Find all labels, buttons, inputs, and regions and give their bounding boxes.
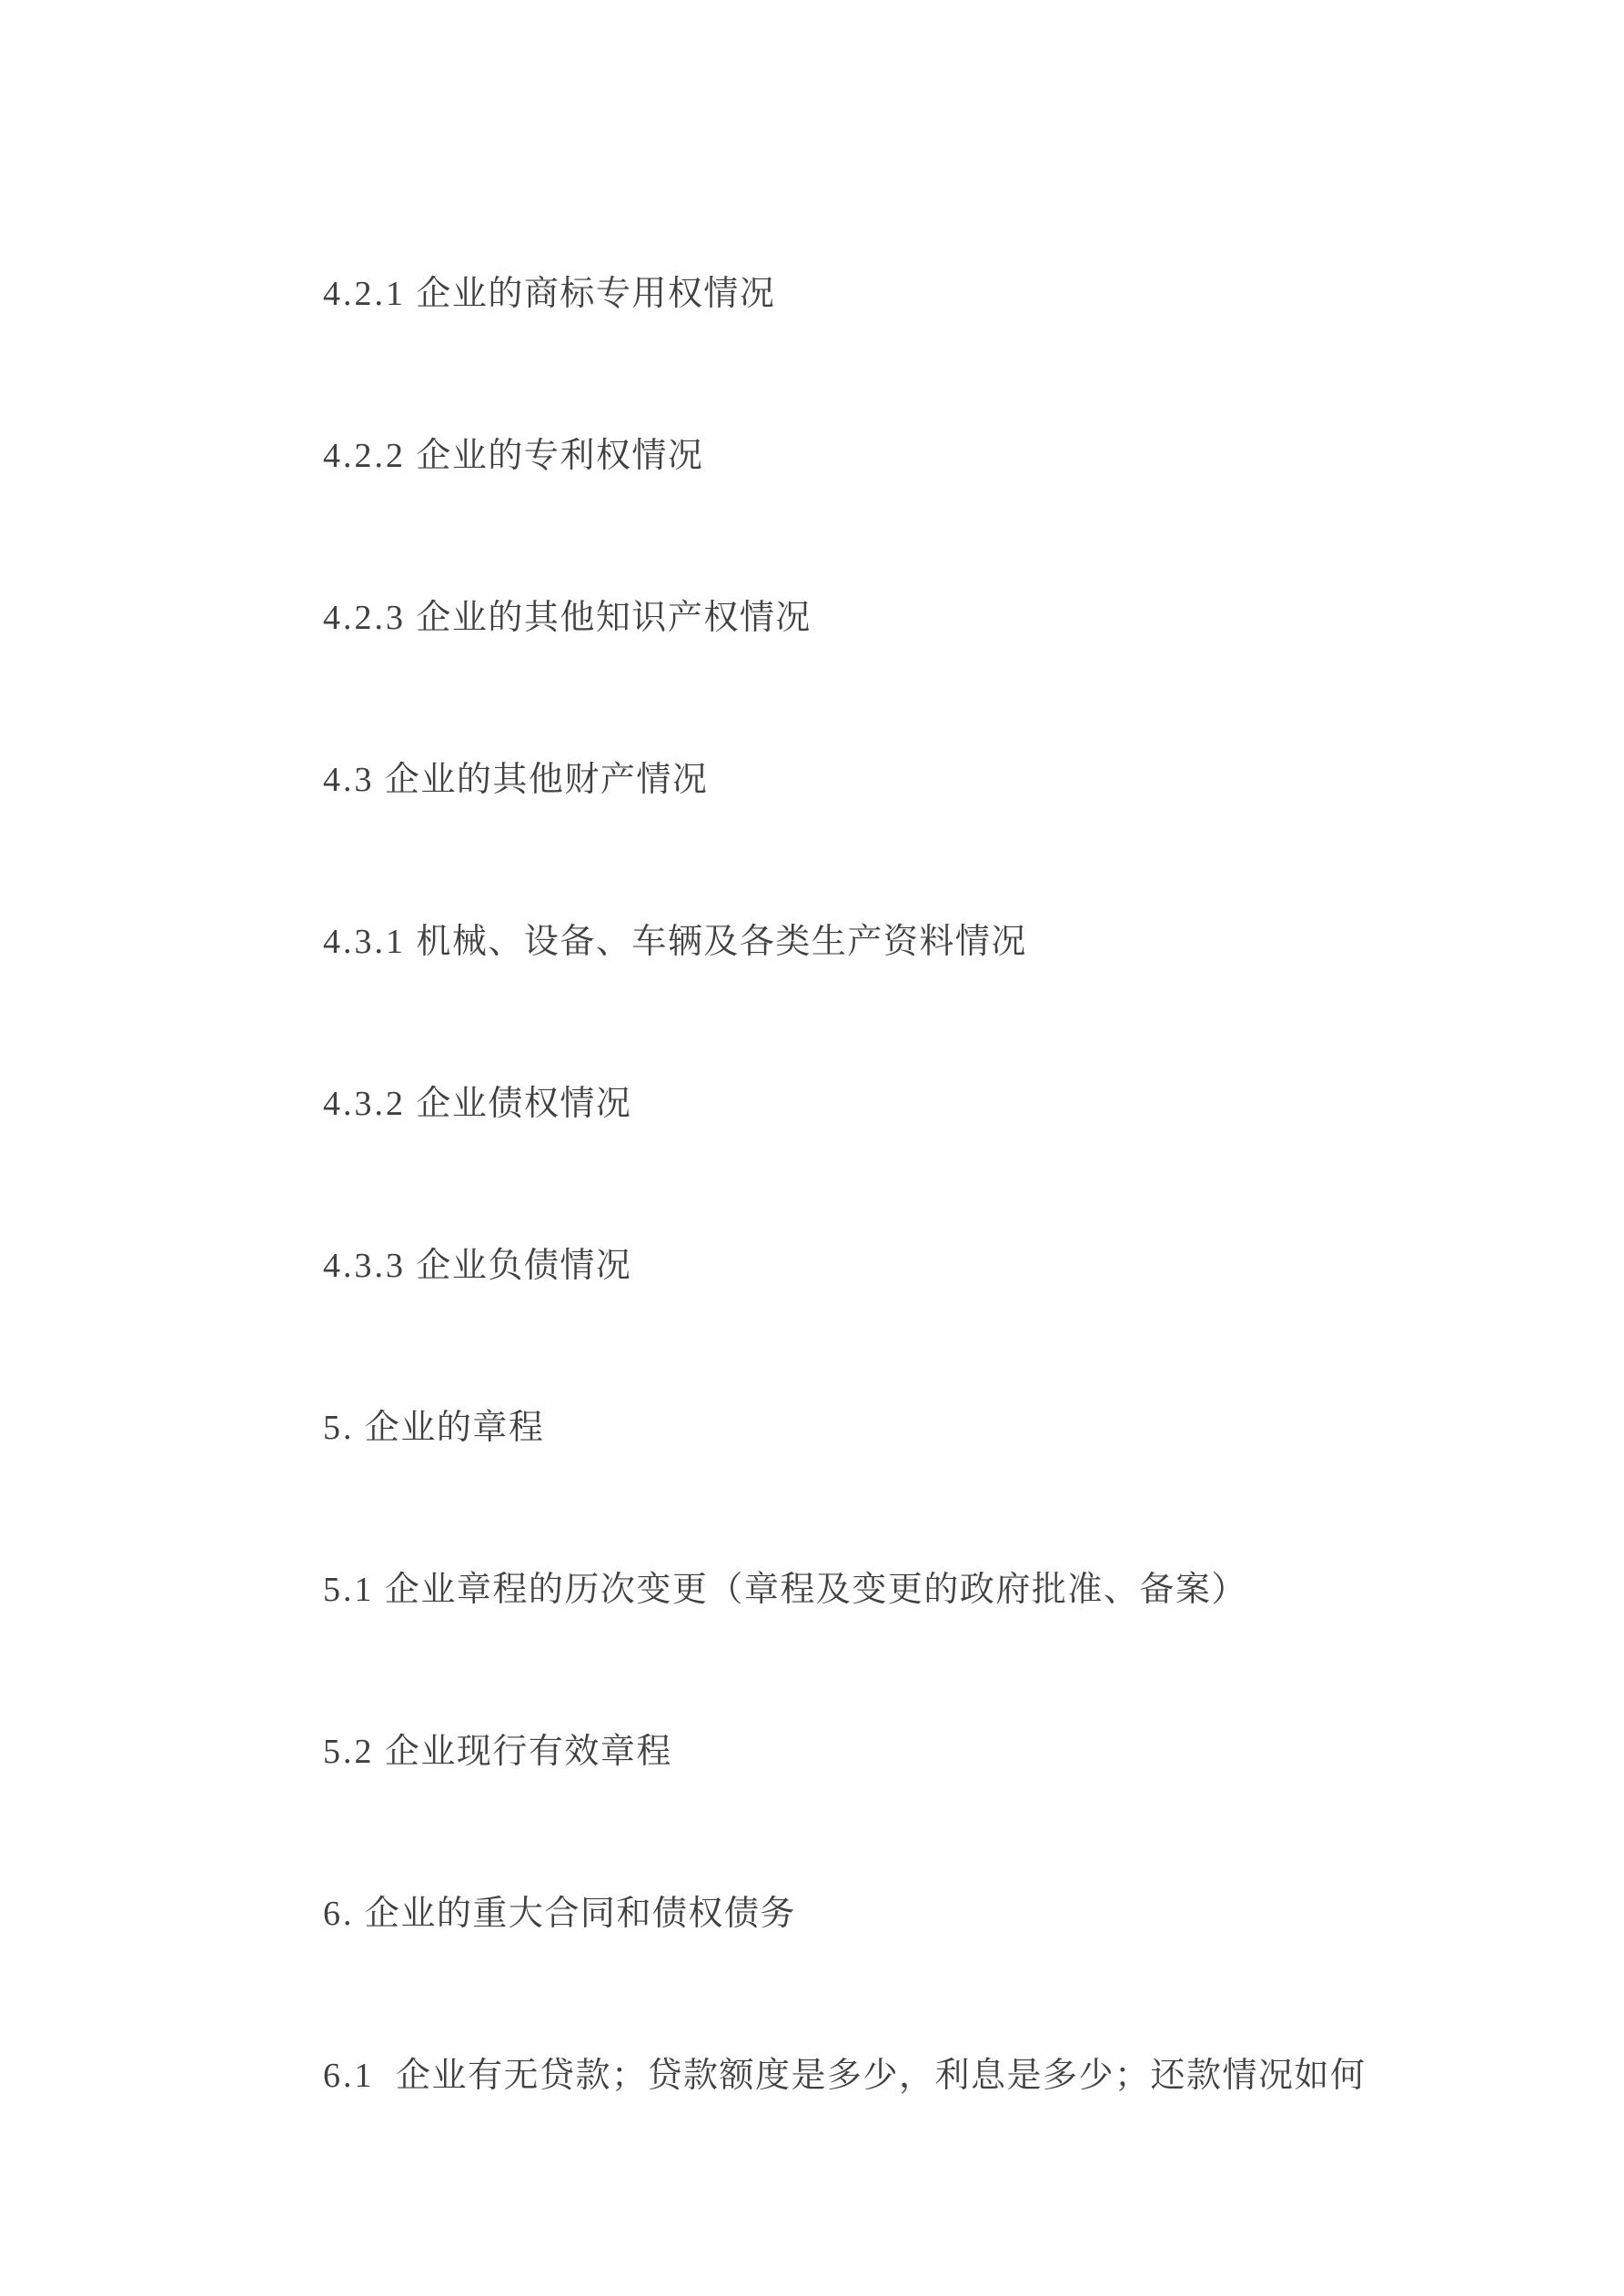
paragraph-text: 企业现行有效章程: [384, 1733, 672, 1771]
paragraph-text: 机械、设备、车辆及各类生产资料情况: [416, 923, 1027, 961]
paragraph-text: 企业的其他知识产权情况: [416, 599, 812, 637]
paragraph-text: 企业有无贷款；贷款额度是多少，利息是多少；还款情况如何: [396, 2057, 1367, 2095]
document-paragraph: [323, 861, 1324, 1023]
document-paragraph: [323, 375, 1324, 537]
paragraph-number: 6.: [323, 1895, 355, 1933]
paragraph-text: 企业负债情况: [416, 1247, 632, 1285]
paragraph-number: 5.1: [323, 1571, 375, 1609]
paragraph-number: 4.2.1: [323, 275, 406, 313]
paragraph-text: 企业的专利权情况: [416, 437, 704, 475]
paragraph-number: 4.2.3: [323, 599, 406, 637]
paragraph-number: 5.: [323, 1409, 355, 1447]
document-paragraph: [323, 213, 1324, 375]
paragraph-number: 4.3: [323, 761, 375, 799]
document-paragraph: [323, 1185, 1324, 1347]
paragraph-number: 6.1: [323, 2057, 375, 2095]
document-paragraph: [323, 1023, 1324, 1185]
document-paragraph: [323, 699, 1324, 861]
paragraph-number: 4.3.2: [323, 1085, 406, 1123]
document-paragraph: [323, 1509, 1324, 1671]
document-paragraph: [323, 1995, 1367, 2157]
paragraph-text: 企业的重大合同和债权债务: [364, 1895, 796, 1933]
document-paragraph: [323, 1347, 1324, 1509]
document-body: [323, 213, 1367, 2157]
paragraph-number: 5.2: [323, 1733, 375, 1771]
document-paragraph: [323, 537, 1324, 699]
paragraph-number: 4.3.3: [323, 1247, 406, 1285]
paragraph-number: 4.3.1: [323, 923, 406, 961]
paragraph-text: 企业章程的历次变更（章程及变更的政府批准、备案）: [384, 1571, 1247, 1609]
paragraph-text: 企业的其他财产情况: [384, 761, 709, 799]
document-paragraph: [323, 1833, 1324, 1995]
paragraph-number: 4.2.2: [323, 437, 406, 475]
paragraph-text: 企业的章程: [364, 1409, 545, 1447]
paragraph-text: 企业的商标专用权情况: [416, 275, 776, 313]
paragraph-text: 企业债权情况: [416, 1085, 632, 1123]
document-paragraph: [323, 1671, 1324, 1833]
